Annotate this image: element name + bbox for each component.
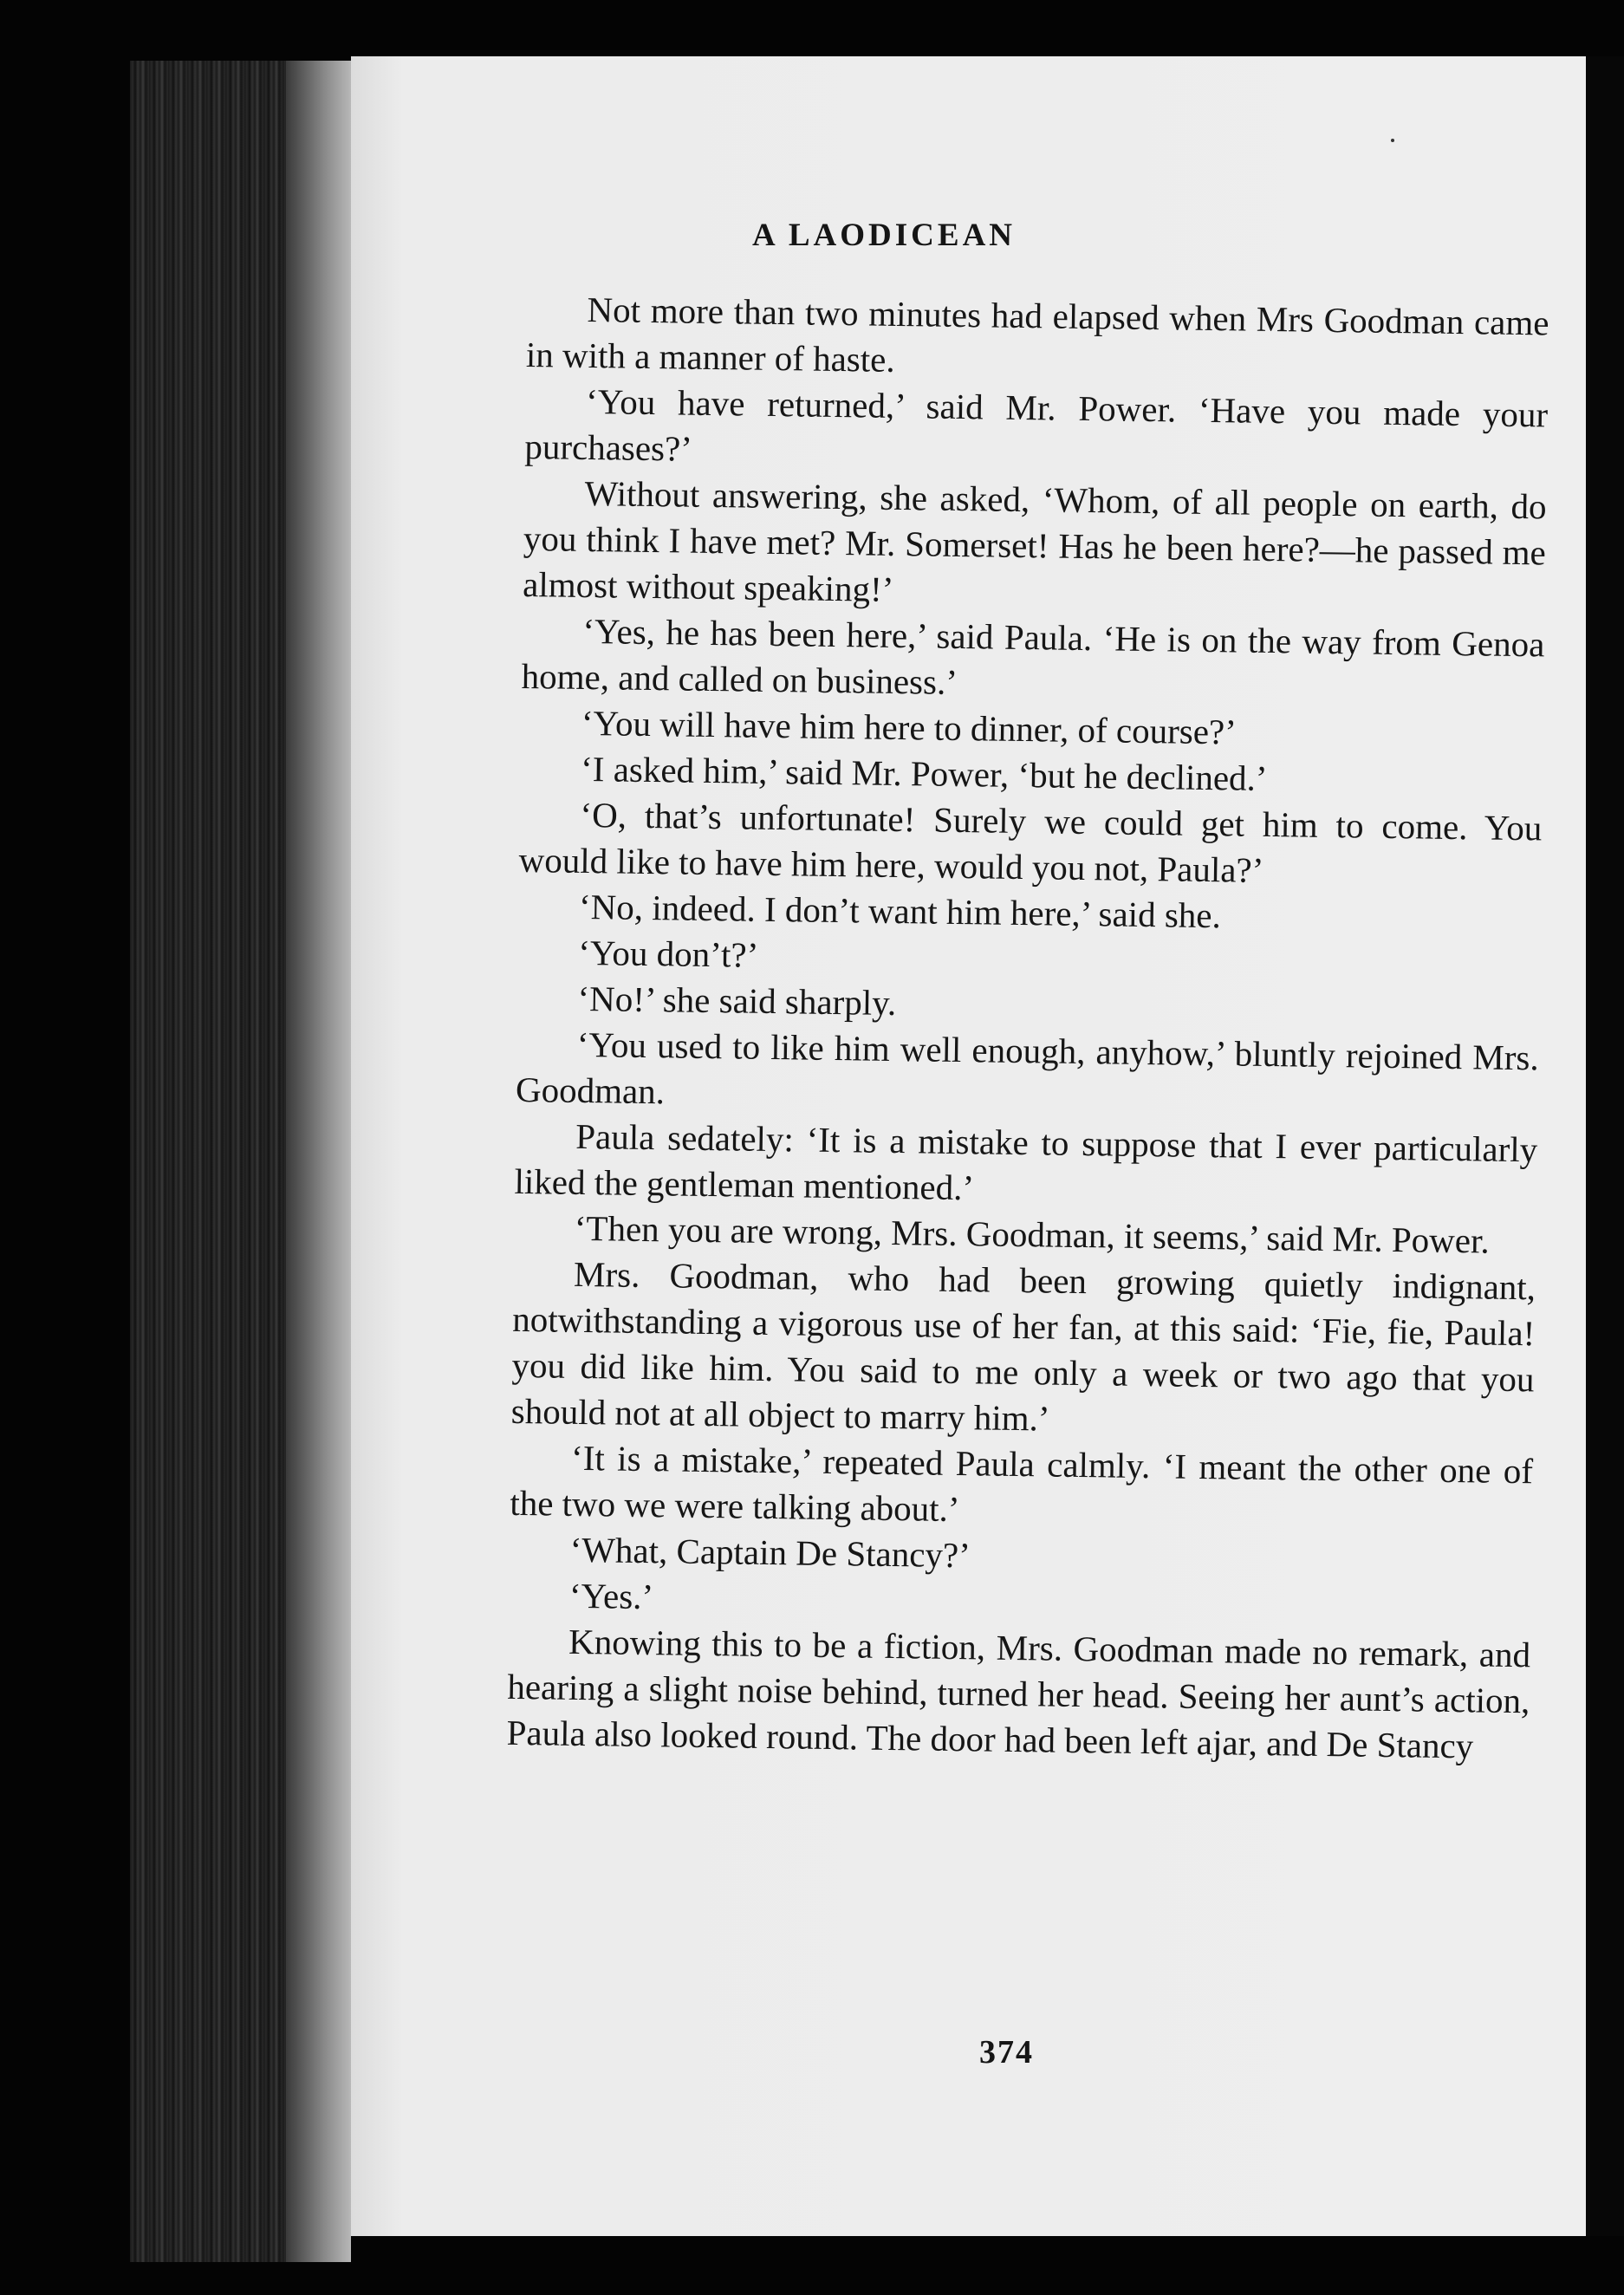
paragraph: ‘It is a mistake,’ repeated Paula calmly. ‘I meant the other one of the two we were talking about.’ [510, 1437, 1534, 1530]
paragraph: ‘You will have him here to dinner, of course?’ [581, 702, 1237, 752]
paragraph: ‘What, Captain De Stancy?’ [569, 1529, 971, 1576]
paragraph: Knowing this to be a fiction, Mrs. Goodman made no remark, and hearing a slight noise behind, turned her head. Seeing her aunt’s action, Paula also looked round. The door had been left ajar, and De Stancy [506, 1621, 1531, 1766]
paragraph: ‘Yes, he has been here,’ said Paula. ‘He is on the way from Genoa home, and called on business.’ [521, 610, 1545, 702]
paragraph: ‘You don’t?’ [577, 932, 759, 975]
paragraph: Paula sedately: ‘It is a mistake to suppose that I ever particularly liked the gentleman mentioned.’ [514, 1115, 1538, 1208]
page-number: 374 [979, 2034, 1034, 2071]
paragraph: ‘No, indeed. I don’t want him here,’ said she. [578, 886, 1222, 936]
paper-speck [1391, 139, 1394, 142]
paragraph: ‘Yes.’ [568, 1575, 654, 1617]
paragraph: ‘I asked him,’ said Mr. Power, ‘but he declined.’ [580, 748, 1268, 798]
paragraph: Not more than two minutes had elapsed when Mrs Goodman came in with a manner of haste. [525, 289, 1549, 380]
paragraph: Without answering, she asked, ‘Whom, of all people on earth, do you think I have met? Mr. Somerset! Has he been here?—he passed me almost without speaking!’ [522, 472, 1547, 609]
paragraph: Mrs. Goodman, who had been growing quietly indignant, notwithstanding a vigorous use of her fan, at this said: ‘Fie, fie, Paula! you did like him. You said to me only a week or two ago that you should not at all object to marry him.’ [510, 1253, 1536, 1439]
paragraph: ‘No!’ she said sharply. [577, 978, 897, 1024]
page-right-edge [1586, 56, 1624, 2236]
paragraph: ‘You have returned,’ said Mr. Power. ‘Have you made your purchases?’ [524, 380, 1549, 469]
paragraph: ‘O, that’s unfortunate! Surely we could get him to come. You would like to have him here, would you not, Paula?’ [518, 794, 1543, 890]
running-head: A LAODICEAN [751, 218, 1017, 253]
paragraph: ‘You used to like him well enough, anyhow,’ bluntly rejoined Mrs. Goodman. [515, 1024, 1540, 1112]
paragraph: ‘Then you are wrong, Mrs. Goodman, it seems,’ said Mr. Power. [574, 1207, 1491, 1261]
book-spine-edge [286, 61, 351, 2262]
body-text [506, 286, 1549, 1770]
